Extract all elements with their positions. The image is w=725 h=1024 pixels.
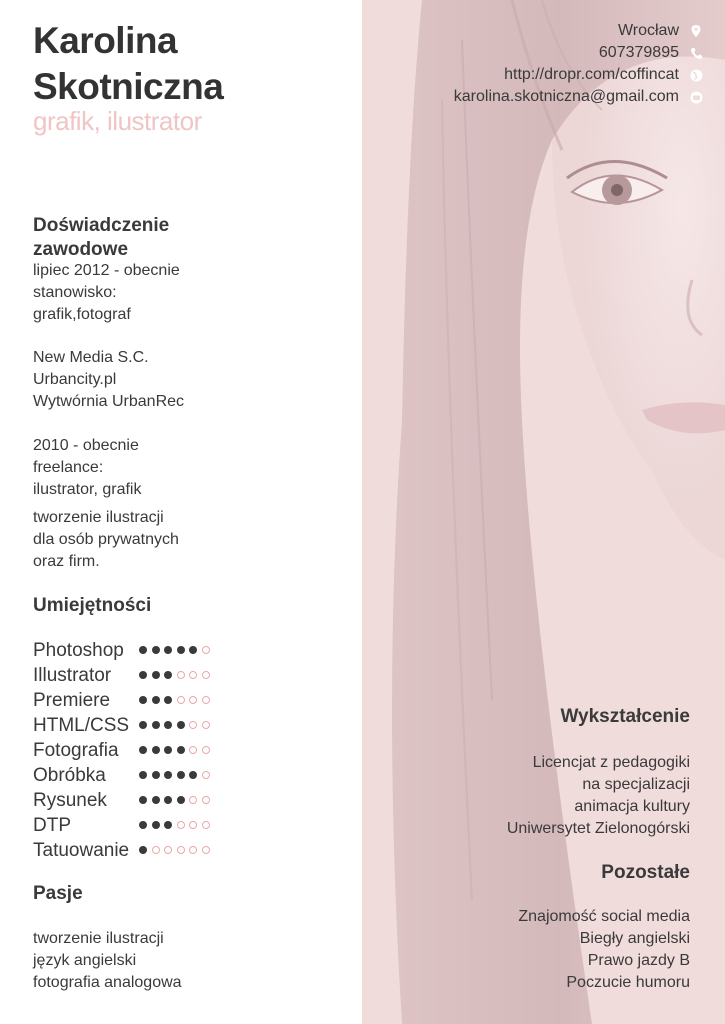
rating-dot-filled bbox=[177, 771, 185, 779]
rating-dot-filled bbox=[177, 721, 185, 729]
other-heading: Pozostałe bbox=[601, 862, 690, 883]
rating-dot-filled bbox=[177, 746, 185, 754]
rating-dot-filled bbox=[164, 671, 172, 679]
education-line: na specjalizacji bbox=[582, 776, 690, 793]
rating-dot-filled bbox=[152, 671, 160, 679]
passion-item: tworzenie ilustracji bbox=[33, 930, 164, 947]
rating-dot-filled bbox=[189, 771, 197, 779]
company-line: Urbancity.pl bbox=[33, 371, 117, 388]
rating-dot-filled bbox=[164, 646, 172, 654]
rating-dot-empty bbox=[202, 846, 210, 854]
contact-email[interactable] bbox=[454, 86, 703, 108]
skill-name: Illustrator bbox=[33, 665, 112, 686]
experience-line: tworzenie ilustracji bbox=[33, 509, 164, 526]
rating-dot-empty bbox=[202, 696, 210, 704]
skill-name: HTML/CSS bbox=[33, 715, 130, 736]
rating-dot-filled bbox=[139, 846, 147, 854]
rating-dot-filled bbox=[139, 821, 147, 829]
email-link[interactable]: karolina.skotniczna@gmail.com bbox=[453, 88, 679, 105]
rating-dot-filled bbox=[139, 671, 147, 679]
experience-line: stanowisko: bbox=[33, 284, 117, 301]
experience-heading-line1: Doświadczenie bbox=[33, 215, 170, 236]
skill-name: Premiere bbox=[33, 690, 111, 711]
experience-line: dla osób prywatnych bbox=[33, 531, 179, 548]
skill-name: Obróbka bbox=[33, 765, 106, 786]
location-pin-icon bbox=[689, 24, 703, 38]
education-heading: Wykształcenie bbox=[560, 706, 690, 727]
experience-line: 2010 - obecnie bbox=[33, 437, 139, 454]
other-line: Poczucie humoru bbox=[566, 974, 690, 991]
other-line: Biegły angielski bbox=[579, 930, 690, 947]
rating-dot-filled bbox=[164, 821, 172, 829]
rating-dot-empty bbox=[189, 746, 197, 754]
passion-item: fotografia analogowa bbox=[33, 974, 182, 991]
photo-panel bbox=[362, 0, 725, 1024]
rating-dot-filled bbox=[152, 696, 160, 704]
contact-city bbox=[454, 20, 703, 42]
skill-name: DTP bbox=[33, 815, 71, 836]
experience-line: grafik,fotograf bbox=[33, 306, 131, 323]
full-name bbox=[33, 18, 223, 110]
skill-name: Tatuowanie bbox=[33, 840, 130, 861]
experience-line: oraz firm. bbox=[33, 553, 100, 570]
city-text: Wrocław bbox=[617, 22, 679, 39]
rating-dot-empty bbox=[189, 721, 197, 729]
rating-dot-filled bbox=[152, 796, 160, 804]
skills-heading: Umiejętności bbox=[33, 595, 152, 616]
rating-dot-filled bbox=[139, 796, 147, 804]
skill-rating bbox=[139, 646, 214, 654]
rating-dot-empty bbox=[189, 846, 197, 854]
website-link[interactable]: http://dropr.com/coffincat bbox=[504, 66, 679, 83]
contact-info bbox=[454, 20, 703, 108]
rating-dot-filled bbox=[139, 771, 147, 779]
passions-list bbox=[33, 928, 182, 994]
rating-dot-filled bbox=[164, 771, 172, 779]
skill-rating bbox=[139, 671, 214, 679]
rating-dot-empty bbox=[202, 671, 210, 679]
experience-heading bbox=[33, 214, 169, 262]
experience-line: lipiec 2012 - obecnie bbox=[33, 262, 180, 279]
skill-rating bbox=[139, 821, 214, 829]
experience-line: freelance: bbox=[33, 459, 104, 476]
experience-companies bbox=[33, 347, 184, 413]
rating-dot-empty bbox=[202, 796, 210, 804]
skill-rating bbox=[139, 696, 214, 704]
rating-dot-filled bbox=[177, 796, 185, 804]
experience-job2-description bbox=[33, 507, 179, 573]
job-subtitle: grafik, ilustrator bbox=[33, 106, 202, 136]
rating-dot-filled bbox=[139, 721, 147, 729]
rating-dot-empty bbox=[202, 746, 210, 754]
rating-dot-filled bbox=[164, 721, 172, 729]
rating-dot-filled bbox=[152, 721, 160, 729]
rating-dot-filled bbox=[139, 696, 147, 704]
experience-job2 bbox=[33, 435, 141, 501]
skill-rating bbox=[139, 721, 214, 729]
rating-dot-filled bbox=[164, 746, 172, 754]
rating-dot-filled bbox=[152, 771, 160, 779]
rating-dot-empty bbox=[202, 721, 210, 729]
other-line: Prawo jazdy B bbox=[587, 952, 690, 969]
rating-dot-empty bbox=[177, 821, 185, 829]
rating-dot-filled bbox=[164, 696, 172, 704]
phone-icon bbox=[689, 46, 703, 60]
experience-heading-line2: zawodowe bbox=[33, 239, 129, 260]
company-line: Wytwórnia UrbanRec bbox=[33, 393, 185, 410]
passions-heading: Pasje bbox=[33, 883, 83, 904]
contact-website[interactable] bbox=[454, 64, 703, 86]
rating-dot-empty bbox=[202, 646, 210, 654]
skill-name: Rysunek bbox=[33, 790, 107, 811]
rating-dot-filled bbox=[139, 646, 147, 654]
education-line: animacja kultury bbox=[574, 798, 690, 815]
other-line: Znajomość social media bbox=[518, 908, 690, 925]
rating-dot-empty bbox=[177, 846, 185, 854]
rating-dot-empty bbox=[189, 821, 197, 829]
rating-dot-filled bbox=[152, 646, 160, 654]
rating-dot-empty bbox=[189, 796, 197, 804]
rating-dot-empty bbox=[202, 771, 210, 779]
skill-rating bbox=[139, 746, 214, 754]
skill-name: Fotografia bbox=[33, 740, 119, 761]
skill-name: Photoshop bbox=[33, 640, 124, 661]
education-line: Licencjat z pedagogiki bbox=[532, 754, 690, 771]
rating-dot-filled bbox=[164, 796, 172, 804]
rating-dot-empty bbox=[152, 846, 160, 854]
rating-dot-filled bbox=[152, 821, 160, 829]
email-icon bbox=[689, 90, 703, 104]
first-name: Karolina bbox=[33, 20, 178, 61]
globe-icon bbox=[689, 68, 703, 82]
rating-dot-empty bbox=[177, 696, 185, 704]
rating-dot-empty bbox=[189, 696, 197, 704]
phone-text[interactable]: 607379895 bbox=[598, 44, 679, 61]
skill-rating bbox=[139, 846, 214, 854]
rating-dot-filled bbox=[177, 646, 185, 654]
other-list bbox=[518, 906, 690, 994]
passion-item: język angielski bbox=[33, 952, 137, 969]
education-line: Uniwersytet Zielonogórski bbox=[506, 820, 690, 837]
rating-dot-filled bbox=[189, 646, 197, 654]
experience-line: ilustrator, grafik bbox=[33, 481, 142, 498]
company-line: New Media S.C. bbox=[33, 349, 149, 366]
last-name: Skotniczna bbox=[33, 66, 224, 107]
rating-dot-empty bbox=[177, 671, 185, 679]
rating-dot-filled bbox=[152, 746, 160, 754]
rating-dot-empty bbox=[164, 846, 172, 854]
rating-dot-empty bbox=[189, 671, 197, 679]
rating-dot-filled bbox=[139, 746, 147, 754]
rating-dot-empty bbox=[202, 821, 210, 829]
education-list bbox=[507, 752, 690, 840]
experience-job1 bbox=[33, 260, 180, 326]
contact-phone[interactable] bbox=[454, 42, 703, 64]
skill-rating bbox=[139, 771, 214, 779]
skill-rating bbox=[139, 796, 214, 804]
